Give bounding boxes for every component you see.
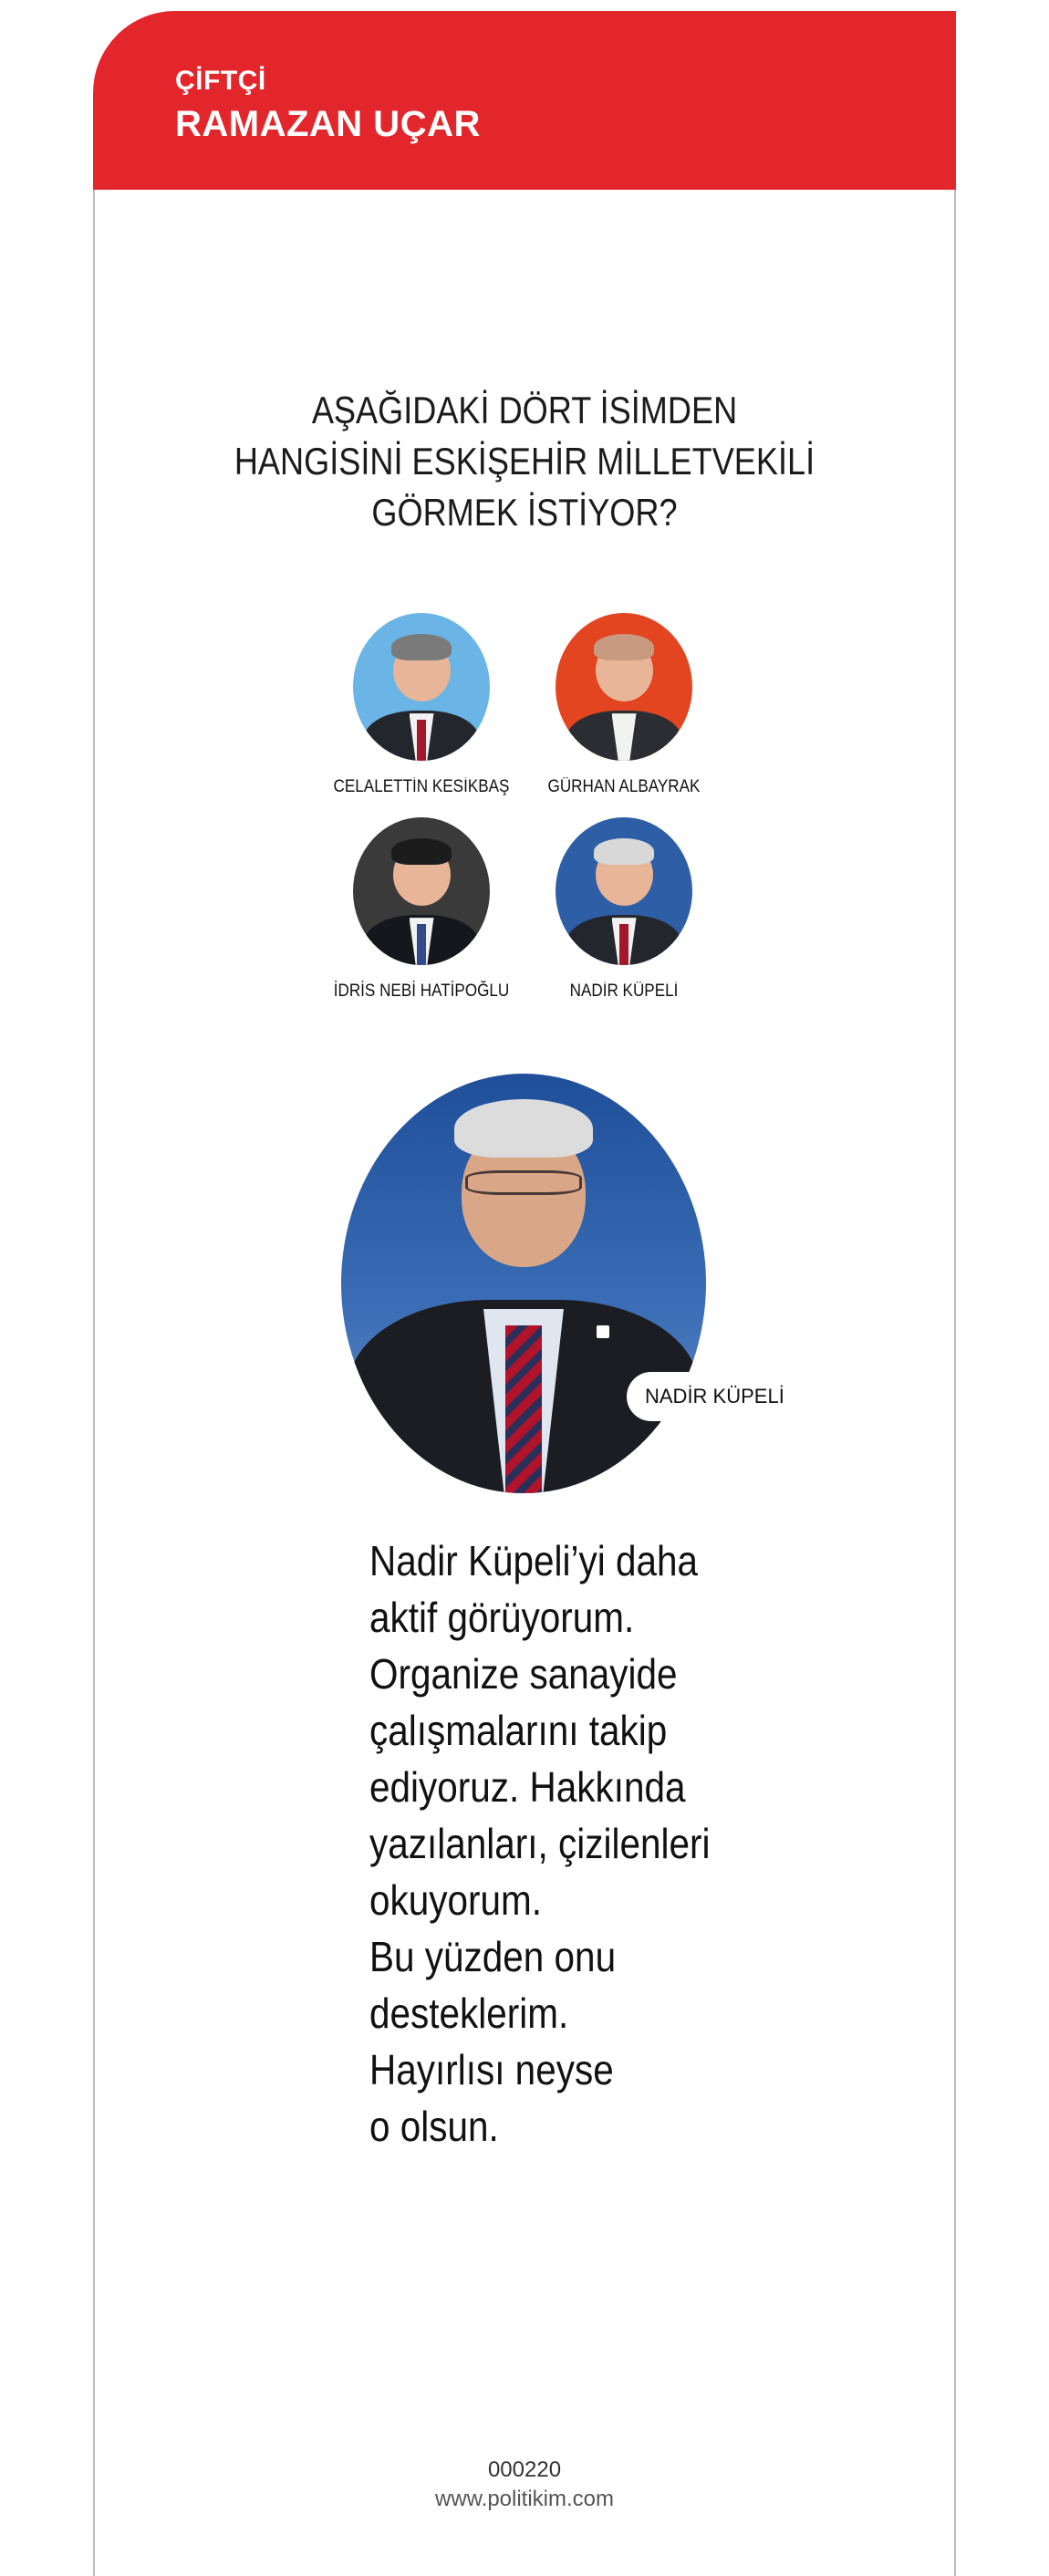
quote-line: ediyoruz. Hakkında — [369, 1763, 686, 1811]
candidate-card — [514, 613, 733, 797]
candidate-card — [312, 817, 531, 1002]
candidate-name: NADİR KÜPELİ — [569, 982, 679, 1001]
candidate-name: CELALETTİN KESİKBAŞ — [333, 777, 510, 796]
question-line: AŞAĞIDAKİ DÖRT İSİMDEN — [311, 389, 738, 431]
quote-line: o olsun. — [369, 2103, 499, 2150]
interview-card — [93, 11, 956, 2576]
candidate-name: İDRİS NEBİ HATİPOĞLU — [333, 982, 510, 1001]
quote-line: çalışmalarını takip — [369, 1707, 668, 1754]
header-banner — [93, 11, 956, 190]
header-occupation: ÇİFTÇİ — [175, 66, 266, 96]
footer-url-link[interactable]: www.politikim.com — [434, 2487, 615, 2511]
quote-line: Nadir Küpeli’yi daha — [369, 1537, 699, 1584]
footer — [93, 2456, 956, 2514]
candidate-card — [312, 613, 531, 797]
quote-line: okuyorum. — [369, 1876, 542, 1924]
quote-line: aktif görüyorum. — [369, 1594, 635, 1641]
candidate-photo — [556, 613, 692, 761]
footer-code: 000220 — [487, 2457, 562, 2482]
candidate-photo — [353, 613, 490, 761]
header-person-name: RAMAZAN UÇAR — [175, 104, 481, 144]
candidate-card — [514, 817, 733, 1002]
selected-candidate-photo — [341, 1074, 706, 1493]
quote-line: yazılanları, çizilenleri — [369, 1820, 711, 1867]
candidate-photo — [353, 817, 490, 965]
question-heading — [153, 385, 896, 538]
quote-line: Organize sanayide — [369, 1650, 678, 1698]
quote-line: Hayırlısı neyse — [369, 2046, 614, 2093]
quote-text — [369, 1532, 787, 2155]
quote-line: Bu yüzden onu — [369, 1933, 617, 1980]
candidate-photo — [556, 817, 692, 965]
selected-candidate-name: NADİR KÜPELİ — [627, 1372, 803, 1421]
quote-line: desteklerim. — [369, 1989, 569, 2037]
candidate-name: GÜRHAN ALBAYRAK — [547, 777, 701, 796]
question-line: HANGİSİNİ ESKİŞEHİR MİLLETVEKİLİ — [234, 440, 815, 483]
question-line: GÖRMEK İSTİYOR? — [371, 491, 678, 534]
